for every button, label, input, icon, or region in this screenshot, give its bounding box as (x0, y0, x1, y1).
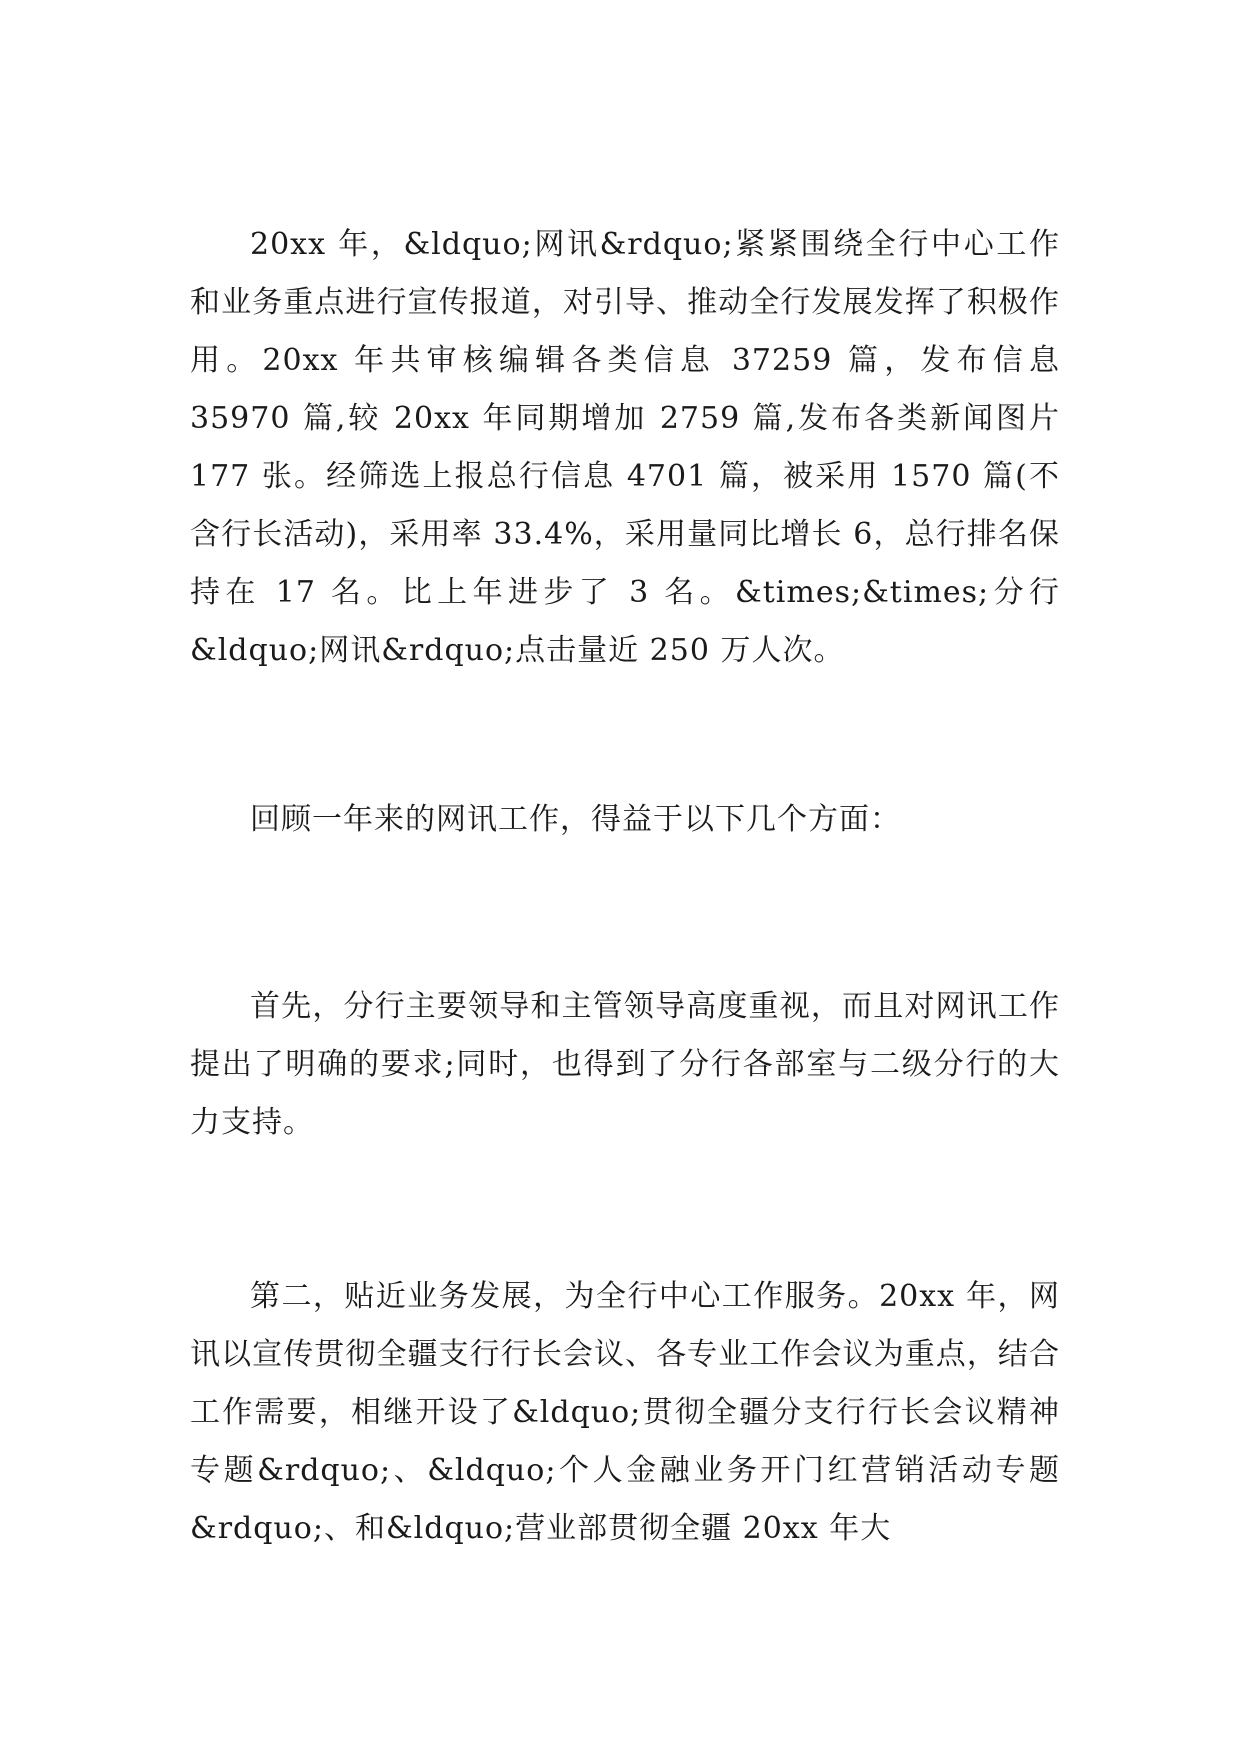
paragraph-second-point: 第二，贴近业务发展，为全行中心工作服务。20xx 年，网讯以宣传贯彻全疆支行行长会议、各专业工作会议为重点，结合工作需要，相继开设了&ldquo;贯彻全疆分支行行长会议精神专题&rdquo;、&ldquo;个人金融业务开门红营销活动专题&rdquo;、和&ldquo;营业部贯彻全疆 20xx 年大 (190, 1279, 1060, 1546)
paragraph-first-point: 首先，分行主要领导和主管领导高度重视，而且对网讯工作提出了明确的要求;同时，也得到了分行各部室与二级分行的大力支持。 (190, 989, 1060, 1140)
paragraph-summary: 20xx 年，&ldquo;网讯&rdquo;紧紧围绕全行中心工作和业务重点进行宣传报道，对引导、推动全行发展发挥了积极作用。20xx 年共审核编辑各类信息 37259 篇，发布信息 35970 篇,较 20xx 年同期增加 2759 篇,发布各类新闻图片 177 张。经筛选上报总行信息 4701 篇，被采用 1570 篇(不含行长活动)，采用率 33.4%，采用量同比增长 6，总行排名保持在 17 名。比上年进步了 3 名。&times;&times;分行&ldquo;网讯&rdquo;点击量近 250 万人次。 (190, 227, 1060, 668)
paragraph-review-intro: 回顾一年来的网讯工作，得益于以下几个方面： (250, 802, 901, 837)
